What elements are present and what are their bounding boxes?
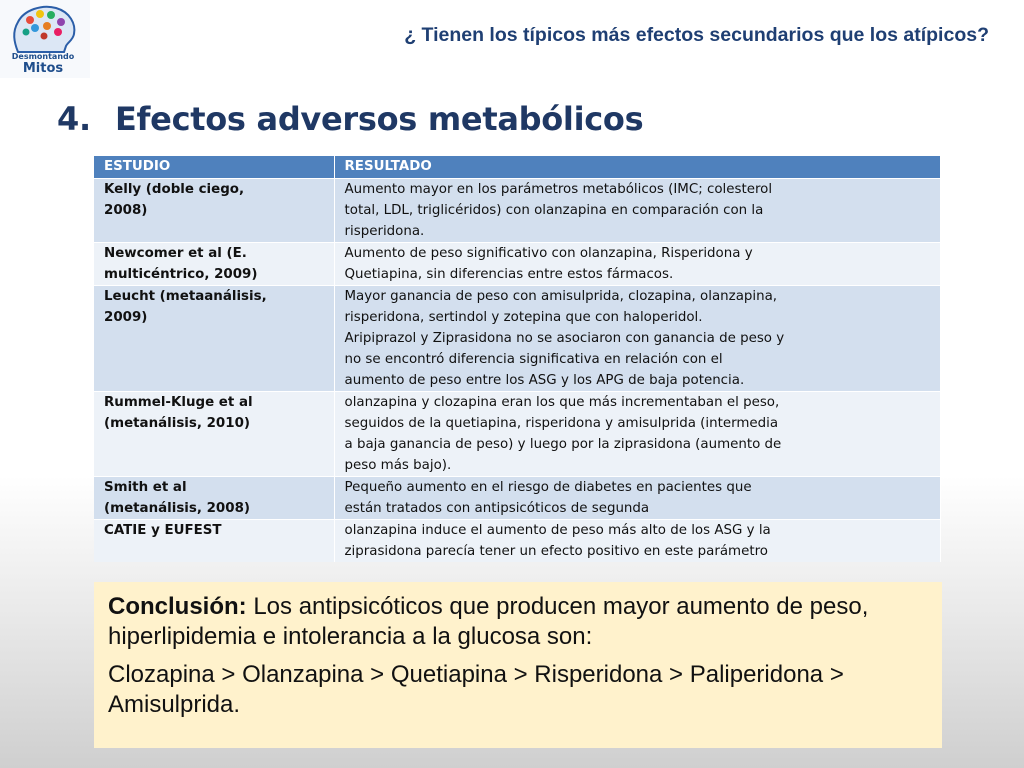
results-table bbox=[94, 156, 941, 562]
study-cell bbox=[94, 179, 334, 243]
study-line: 2008) bbox=[104, 203, 148, 218]
study-line: Smith et al bbox=[104, 480, 187, 495]
study-line: multicéntrico, 2009) bbox=[104, 267, 258, 282]
section-title: Efectos adversos metabólicos bbox=[115, 100, 644, 138]
study-line: CATIE y EUFEST bbox=[104, 523, 222, 538]
study-line: Rummel-Kluge et al bbox=[104, 395, 253, 410]
study-line: (metanálisis, 2008) bbox=[104, 501, 251, 516]
result-cell bbox=[334, 286, 940, 392]
table-row bbox=[94, 477, 940, 520]
study-cell bbox=[94, 392, 334, 477]
header-estudio: ESTUDIO bbox=[94, 156, 334, 179]
result-line: Aripiprazol y Ziprasidona no se asociaron con ganancia de peso y bbox=[344, 331, 785, 346]
study-line: Leucht (metaanálisis, bbox=[104, 289, 267, 304]
header-resultado: RESULTADO bbox=[334, 156, 940, 179]
result-line: no se encontró diferencia significativa en relación con el bbox=[344, 352, 723, 367]
result-line: ziprasidona parecía tener un efecto positivo en este parámetro bbox=[344, 544, 768, 559]
table-row bbox=[94, 286, 940, 392]
table-header-row bbox=[94, 156, 940, 179]
result-line: aumento de peso entre los ASG y los APG de baja potencia. bbox=[344, 373, 745, 388]
conclusion-text: Los antipsicóticos que producen mayor aumento de peso, hiperlipidemia e intolerancia a la glucosa son: bbox=[108, 593, 869, 650]
result-line: total, LDL, triglicéridos) con olanzapina en comparación con la bbox=[344, 203, 764, 218]
slide-title bbox=[57, 100, 643, 138]
conclusion-label: Conclusión: bbox=[108, 593, 247, 620]
study-cell bbox=[94, 520, 334, 563]
table-row bbox=[94, 520, 940, 563]
header-question: ¿ Tienen los típicos más efectos secundarios que los atípicos? bbox=[404, 24, 989, 46]
logo-text-line2: Mitos bbox=[22, 61, 64, 76]
study-line: 2009) bbox=[104, 310, 148, 325]
study-line: (metanálisis, 2010) bbox=[104, 416, 251, 431]
result-line: a baja ganancia de peso) y luego por la ziprasidona (aumento de bbox=[344, 437, 782, 452]
result-line: Aumento mayor en los parámetros metabólicos (IMC; colesterol bbox=[344, 182, 773, 197]
result-line: peso más bajo). bbox=[344, 458, 452, 473]
result-line: olanzapina induce el aumento de peso más alto de los ASG y la bbox=[344, 523, 771, 538]
conclusion-box bbox=[94, 582, 942, 748]
study-cell bbox=[94, 243, 334, 286]
study-cell bbox=[94, 286, 334, 392]
table-row bbox=[94, 392, 940, 477]
result-line: risperidona. bbox=[344, 224, 425, 239]
table-row bbox=[94, 179, 940, 243]
result-line: risperidona, sertindol y zotepina que con haloperidol. bbox=[344, 310, 703, 325]
desmontando-mitos-logo bbox=[0, 0, 90, 78]
conclusion-paragraph bbox=[108, 592, 928, 652]
result-cell bbox=[334, 392, 940, 477]
table-row bbox=[94, 243, 940, 286]
result-line: están tratados con antipsicóticos de segunda bbox=[344, 501, 650, 516]
conclusion-ranking: Clozapina > Olanzapina > Quetiapina > Risperidona > Paliperidona > Amisulprida. bbox=[108, 661, 844, 718]
brain-head-icon bbox=[4, 2, 84, 54]
result-cell bbox=[334, 477, 940, 520]
result-line: Aumento de peso significativo con olanzapina, Risperidona y bbox=[344, 246, 753, 261]
study-line: Kelly (doble ciego, bbox=[104, 182, 245, 197]
result-line: Quetiapina, sin diferencias entre estos fármacos. bbox=[344, 267, 674, 282]
study-cell bbox=[94, 477, 334, 520]
result-line: Pequeño aumento en el riesgo de diabetes en pacientes que bbox=[344, 480, 752, 495]
result-line: seguidos de la quetiapina, risperidona y amisulprida (intermedia bbox=[344, 416, 779, 431]
study-line: Newcomer et al (E. bbox=[104, 246, 247, 261]
section-number: 4. bbox=[57, 100, 91, 138]
result-cell bbox=[334, 520, 940, 563]
result-cell bbox=[334, 179, 940, 243]
result-cell bbox=[334, 243, 940, 286]
result-line: Mayor ganancia de peso con amisulprida, clozapina, olanzapina, bbox=[344, 289, 778, 304]
logo-text-line1: Desmontando bbox=[11, 52, 75, 61]
result-line: olanzapina y clozapina eran los que más incrementaban el peso, bbox=[344, 395, 780, 410]
